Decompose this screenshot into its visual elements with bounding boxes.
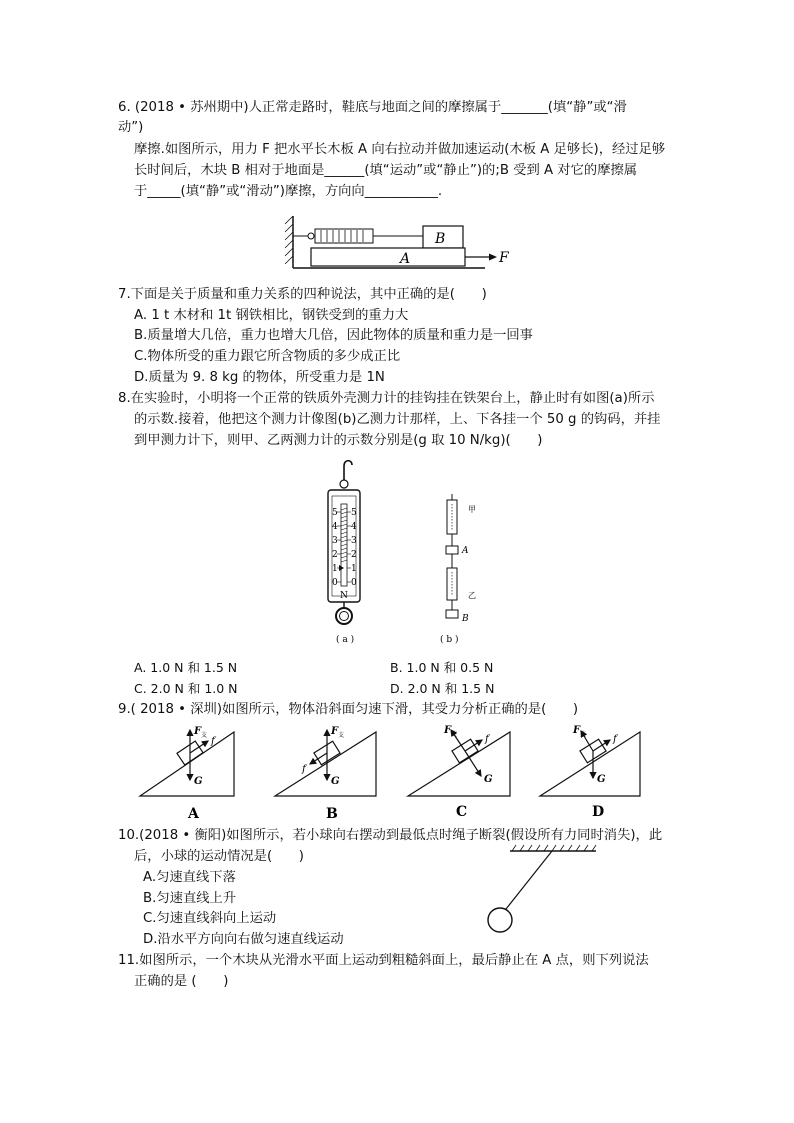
q8-scale-right-3: 3 bbox=[351, 536, 357, 546]
q6-line5: 于_____(填“静”或“滑动”)摩擦，方向向___________. bbox=[134, 184, 443, 199]
q9-a-force-N: F bbox=[194, 726, 202, 737]
q10-option-c: C.匀速直线斜向上运动 bbox=[143, 911, 277, 926]
q9-figures bbox=[130, 720, 650, 824]
q9-d-force-G: G bbox=[597, 774, 606, 785]
q9-a-force-N-sub: 支 bbox=[201, 732, 208, 739]
q9-label-a: A bbox=[188, 806, 199, 822]
q8-scale-right-1: 1 bbox=[351, 564, 357, 574]
q6-line2: 动”) bbox=[118, 120, 144, 135]
q10-option-a: A.匀速直线下落 bbox=[143, 870, 236, 885]
q8-caption-b: ( b ) bbox=[440, 635, 459, 645]
q10-line1: 10.(2018 • 衡阳)如图所示，若小球向右摆动到最低点时绳子断裂(假设所有力同时消失)，此 bbox=[118, 828, 663, 843]
q8-option-a: A. 1.0 N 和 1.5 N bbox=[134, 660, 238, 675]
q7-stem: 7.下面是关于质量和重力关系的四种说法，其中正确的是( ) bbox=[118, 287, 487, 302]
q8-scale-unit: N bbox=[340, 591, 348, 601]
q10-option-b: B.匀速直线上升 bbox=[143, 891, 237, 906]
q8-scale-right-2: 2 bbox=[351, 550, 357, 560]
q9-panel-c bbox=[408, 725, 510, 820]
q8-scale-left-2: 2 bbox=[332, 550, 338, 560]
q6-label-A: A bbox=[400, 251, 411, 267]
q7-option-c: C.物体所受的重力跟它所含物质的多少成正比 bbox=[134, 349, 401, 364]
q9-panel-b bbox=[275, 726, 376, 822]
q8-line1: 8.在实验时，小明将一个正常的铁质外壳测力计的挂钩挂在铁架台上，静止时有如图(a)所示 bbox=[118, 391, 655, 406]
q7-option-b: B.质量增大几倍，重力也增大几倍，因此物体的质量和重力是一回事 bbox=[134, 328, 533, 343]
q10-line2: 后，小球的运动情况是( ) bbox=[134, 849, 304, 864]
q8-scale-right-4: 4 bbox=[351, 522, 357, 532]
q6-label-F: F bbox=[499, 250, 509, 266]
q11-line2: 正确的是 ( ) bbox=[134, 974, 229, 989]
q8-figure-b bbox=[436, 494, 492, 648]
q9-stem: 9.( 2018 • 深圳)如图所示，物体沿斜面匀速下滑，其受力分析正确的是( ) bbox=[118, 702, 579, 717]
q8-line2: 的示数.接着，他把这个测力计像图(b)乙测力计那样，上、下各挂一个 50 g 的钩码，并挂 bbox=[134, 412, 661, 427]
q8-option-c: C. 2.0 N 和 1.0 N bbox=[134, 681, 238, 696]
q9-a-force-f: f bbox=[211, 736, 215, 747]
q6-line4: 长时间后，木块 B 相对于地面是______(填“运动”或“静止”)的;B 受到 A 对它的摩擦属 bbox=[134, 163, 638, 178]
q9-d-force-N: F bbox=[573, 725, 581, 736]
q8-label-A: A bbox=[462, 546, 469, 556]
q8-scale-left-4: 4 bbox=[332, 522, 338, 532]
q7-option-d: D.质量为 9. 8 kg 的物体，所受重力是 1N bbox=[134, 370, 385, 385]
q6-line1: 6. (2018 • 苏州期中)人正常走路时，鞋底与地面之间的摩擦属于_______(填“静”或“滑 bbox=[118, 100, 627, 115]
q9-d-force-f: f bbox=[613, 734, 617, 745]
q9-b-force-f: f bbox=[302, 764, 306, 775]
q9-panel-a bbox=[140, 726, 234, 822]
q8-figure-a bbox=[322, 456, 372, 648]
q9-c-force-N-sub: 支 bbox=[451, 731, 458, 738]
q6-figure bbox=[285, 212, 515, 274]
q10-pendulum-figure bbox=[476, 842, 600, 934]
q8-label-yi: 乙 bbox=[468, 591, 476, 600]
q8-label-B: B bbox=[462, 614, 469, 624]
q9-panel-d bbox=[540, 725, 640, 820]
q9-b-force-N: F bbox=[331, 726, 339, 737]
q8-scale-right-0: 0 bbox=[351, 578, 357, 588]
q8-scale-right-5: 5 bbox=[351, 508, 357, 518]
q7-option-a: A. 1 t 木材和 1t 钢铁相比，钢铁受到的重力大 bbox=[134, 308, 409, 323]
q8-line3: 到甲测力计下，则甲、乙两测力计的示数分别是(g 取 10 N/kg)( ) bbox=[134, 433, 543, 448]
q9-c-force-f: f bbox=[485, 734, 489, 745]
q8-caption-a: ( a ) bbox=[336, 635, 355, 645]
q9-b-force-G: G bbox=[331, 776, 340, 787]
q8-option-d: D. 2.0 N 和 1.5 N bbox=[390, 681, 495, 696]
q8-scale-left-1: 1 bbox=[332, 564, 338, 574]
q10-option-d: D.沿水平方向向右做匀速直线运动 bbox=[143, 932, 344, 947]
q8-scale-left-3: 3 bbox=[332, 536, 338, 546]
q9-label-d: D bbox=[592, 804, 605, 820]
q11-line1: 11.如图所示，一个木块从光滑水平面上运动到粗糙斜面上，最后静止在 A 点，则下列说法 bbox=[118, 953, 649, 968]
q9-d-force-N-sub: 支 bbox=[580, 731, 587, 738]
q8-label-jia: 甲 bbox=[468, 505, 476, 514]
q8-scale-left-5: 5 bbox=[332, 508, 338, 518]
q8-option-b: B. 1.0 N 和 0.5 N bbox=[390, 660, 494, 675]
q9-b-force-N-sub: 支 bbox=[338, 732, 345, 739]
q6-label-B: B bbox=[435, 231, 446, 247]
q9-label-b: B bbox=[326, 806, 338, 822]
q6-line3: 摩擦.如图所示，用力 F 把水平长木板 A 向右拉动并做加速运动(木板 A 足够长)，经过足够 bbox=[134, 142, 666, 157]
q9-c-force-N: F bbox=[444, 725, 452, 736]
q8-scale-left-0: 0 bbox=[332, 578, 338, 588]
q9-c-force-G: G bbox=[484, 774, 493, 785]
q9-a-force-G: G bbox=[194, 776, 203, 787]
q9-label-c: C bbox=[456, 804, 468, 820]
